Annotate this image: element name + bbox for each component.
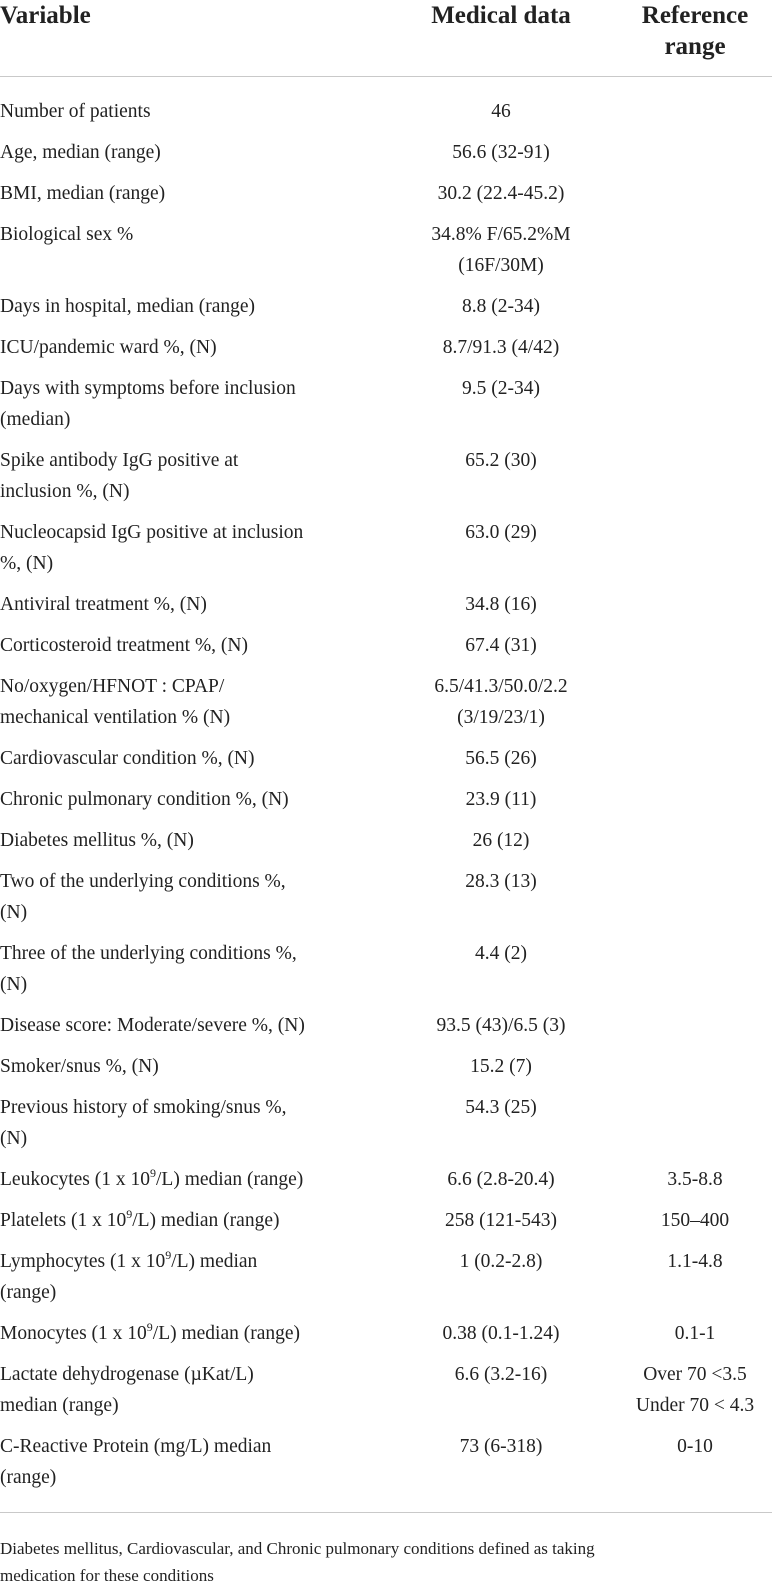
cell-line: Over 70 <3.5 — [643, 1364, 747, 1385]
cell-line: Cardiovascular condition %, (N) — [0, 748, 255, 769]
table-row — [0, 445, 772, 517]
reference-range-cell — [618, 1205, 772, 1246]
variable-cell — [0, 1359, 384, 1431]
table-row — [0, 178, 772, 219]
cell-line: Two of the underlying conditions %, — [0, 871, 286, 892]
medical-data-cell — [384, 938, 618, 1010]
exponent: 9 — [126, 1207, 133, 1221]
variable-cell — [0, 77, 384, 138]
cell-line: 0-10 — [677, 1436, 713, 1457]
table-row — [0, 1431, 772, 1513]
cell-line: Diabetes mellitus %, (N) — [0, 830, 194, 851]
cell-line: Monocytes (1 x $10^9/L$) median (range) — [0, 1320, 301, 1344]
reference-range-cell — [618, 291, 772, 332]
cell-line: 8.8 (2-34) — [462, 296, 540, 317]
reference-range-cell — [618, 1092, 772, 1164]
reference-range-cell — [618, 671, 772, 743]
cell-line: %, (N) — [0, 553, 54, 574]
cell-line: (N) — [0, 902, 28, 923]
cell-line: BMI, median (range) — [0, 183, 166, 204]
variable-cell — [0, 178, 384, 219]
medical-data-cell — [384, 77, 618, 138]
variable-cell — [0, 589, 384, 630]
table-row — [0, 1205, 772, 1246]
variable-cell — [0, 784, 384, 825]
variable-cell — [0, 219, 384, 291]
cell-line: Previous history of smoking/snus %, — [0, 1097, 287, 1118]
cell-line: 0.1-1 — [674, 1323, 716, 1344]
cell-line: Platelets (1 x $10^9/L$) median (range) — [0, 1207, 280, 1231]
variable-cell — [0, 1246, 384, 1318]
cell-line: Disease score: Moderate/severe %, (N) — [0, 1015, 305, 1036]
reference-range-cell — [618, 1246, 772, 1318]
variable-cell — [0, 1051, 384, 1092]
medical-data-cell — [384, 332, 618, 373]
table-row — [0, 1246, 772, 1318]
cell-line: (range) — [0, 1467, 57, 1488]
cell-line: 6.5/41.3/50.0/2.2 — [434, 676, 568, 697]
table-row — [0, 938, 772, 1010]
table-row — [0, 1164, 772, 1205]
cell-line: 6.6 (3.2-16) — [454, 1364, 548, 1385]
cell-line: No/oxygen/HFNOT : CPAP/ — [0, 676, 225, 697]
reference-range-cell — [618, 630, 772, 671]
cell-line: 65.2 (30) — [465, 450, 537, 471]
cell-line: mechanical ventilation % (N) — [0, 707, 231, 728]
cell-line: 23.9 (11) — [465, 789, 537, 810]
cell-line: (range) — [0, 1282, 57, 1303]
variable-cell — [0, 1164, 384, 1205]
cell-line: 1.1-4.8 — [667, 1251, 723, 1272]
medical-data-cell — [384, 1205, 618, 1246]
variable-cell — [0, 291, 384, 332]
variable-cell — [0, 517, 384, 589]
table-row — [0, 1051, 772, 1092]
reference-range-cell — [618, 373, 772, 445]
cell-line: 15.2 (7) — [470, 1056, 532, 1077]
header-medical-data: Medical data — [431, 2, 571, 29]
footnote-line: medication for these conditions — [0, 1566, 214, 1585]
reference-range-cell — [618, 866, 772, 938]
reference-range-cell — [618, 1318, 772, 1359]
table-row — [0, 866, 772, 938]
cell-line: 258 (121-543) — [444, 1210, 558, 1231]
medical-data-cell — [384, 1359, 618, 1431]
table-body — [0, 77, 772, 1513]
table-row — [0, 219, 772, 291]
medical-data-cell — [384, 291, 618, 332]
medical-data-cell — [384, 178, 618, 219]
cell-line: 67.4 (31) — [465, 635, 537, 656]
reference-range-cell — [618, 178, 772, 219]
table-row — [0, 291, 772, 332]
cell-line: (16F/30M) — [458, 255, 544, 276]
cell-line: 150–400 — [660, 1210, 730, 1231]
cell-line: Lactate dehydrogenase (µKat/L) — [0, 1364, 254, 1385]
variable-cell — [0, 671, 384, 743]
cell-line: Corticosteroid treatment %, (N) — [0, 635, 249, 656]
cell-line: (N) — [0, 1128, 28, 1149]
table-row — [0, 671, 772, 743]
header-reference-line: Reference — [641, 2, 749, 29]
medical-data-cell — [384, 743, 618, 784]
cell-line: (N) — [0, 974, 28, 995]
table-row — [0, 589, 772, 630]
cell-line: Nucleocapsid IgG positive at inclusion — [0, 522, 304, 543]
cell-line: Antiviral treatment %, (N) — [0, 594, 207, 615]
table-row — [0, 743, 772, 784]
cell-line: 8.7/91.3 (4/42) — [442, 337, 560, 358]
header-variable: Variable — [0, 2, 91, 29]
cell-line: Spike antibody IgG positive at — [0, 450, 239, 471]
cell-line: 6.6 (2.8-20.4) — [447, 1169, 555, 1190]
variable-cell — [0, 1205, 384, 1246]
table-row — [0, 1010, 772, 1051]
footnote-line: Diabetes mellitus, Cardiovascular, and Chronic pulmonary conditions defined as taking — [0, 1539, 595, 1558]
table-row — [0, 784, 772, 825]
variable-cell — [0, 332, 384, 373]
cell-line: 56.6 (32-91) — [452, 142, 550, 163]
medical-data-cell — [384, 219, 618, 291]
reference-range-cell — [618, 743, 772, 784]
cell-line: 28.3 (13) — [465, 871, 537, 892]
reference-range-cell — [618, 517, 772, 589]
variable-cell — [0, 743, 384, 784]
exponent: 9 — [146, 1320, 153, 1334]
medical-data-cell — [384, 1051, 618, 1092]
cell-line: Smoker/snus %, (N) — [0, 1056, 159, 1077]
cell-line: Under 70 < 4.3 — [635, 1395, 755, 1416]
medical-data-cell — [384, 1010, 618, 1051]
table-row — [0, 825, 772, 866]
reference-range-cell — [618, 784, 772, 825]
variable-cell — [0, 825, 384, 866]
cell-line: 54.3 (25) — [465, 1097, 537, 1118]
table-row — [0, 77, 772, 138]
table-footnote — [0, 1535, 770, 1589]
reference-range-cell — [618, 1431, 772, 1513]
cell-line: Days with symptoms before inclusion — [0, 378, 296, 399]
variable-cell — [0, 1010, 384, 1051]
cell-line: 46 — [491, 101, 511, 122]
medical-data-cell — [384, 517, 618, 589]
cell-line: Age, median (range) — [0, 142, 161, 163]
medical-data-cell — [384, 589, 618, 630]
variable-cell — [0, 938, 384, 1010]
cell-line: (median) — [0, 409, 71, 430]
medical-data-cell — [384, 866, 618, 938]
cell-line: inclusion %, (N) — [0, 481, 130, 502]
cell-line: 30.2 (22.4-45.2) — [437, 183, 565, 204]
reference-range-cell — [618, 1164, 772, 1205]
cell-line: 63.0 (29) — [465, 522, 537, 543]
variable-cell — [0, 137, 384, 178]
medical-data-cell — [384, 373, 618, 445]
reference-range-cell — [618, 77, 772, 138]
medical-data-cell — [384, 137, 618, 178]
variable-cell — [0, 1431, 384, 1513]
reference-range-cell — [618, 332, 772, 373]
header-row — [0, 0, 772, 77]
cell-line: Days in hospital, median (range) — [0, 296, 256, 317]
table-row — [0, 630, 772, 671]
cell-line: 34.8 (16) — [465, 594, 537, 615]
medical-data-cell — [384, 1431, 618, 1513]
table-row — [0, 1092, 772, 1164]
cell-line: 9.5 (2-34) — [462, 378, 540, 399]
medical-data-cell — [384, 1246, 618, 1318]
variable-cell — [0, 1318, 384, 1359]
variable-cell — [0, 1092, 384, 1164]
cell-line: 34.8% F/65.2%M — [431, 224, 571, 245]
table-row — [0, 137, 772, 178]
cell-line: (3/19/23/1) — [457, 707, 545, 728]
cell-line: 73 (6-318) — [459, 1436, 543, 1457]
medical-data-cell — [384, 630, 618, 671]
reference-range-cell — [618, 1010, 772, 1051]
cell-line: Number of patients — [0, 101, 151, 122]
reference-range-cell — [618, 589, 772, 630]
cell-line: Biological sex % — [0, 224, 134, 245]
reference-range-cell — [618, 938, 772, 1010]
cell-line: 1 (0.2-2.8) — [459, 1251, 543, 1272]
reference-range-cell — [618, 137, 772, 178]
reference-range-cell — [618, 219, 772, 291]
reference-range-cell — [618, 825, 772, 866]
cell-line: Chronic pulmonary condition %, (N) — [0, 789, 289, 810]
reference-range-cell — [618, 1359, 772, 1431]
reference-range-cell — [618, 445, 772, 517]
table-row — [0, 1318, 772, 1359]
header-reference-line: range — [664, 33, 726, 60]
reference-range-cell — [618, 1051, 772, 1092]
cell-line: Lymphocytes (1 x $10^9/L$) median — [0, 1248, 258, 1272]
table-row — [0, 332, 772, 373]
cell-line: ICU/pandemic ward %, (N) — [0, 337, 217, 358]
cell-line: median (range) — [0, 1395, 119, 1416]
variable-cell — [0, 373, 384, 445]
cell-line: 0.38 (0.1-1.24) — [442, 1323, 560, 1344]
cell-line: 93.5 (43)/6.5 (3) — [436, 1015, 566, 1036]
header-reference-range — [618, 0, 772, 77]
variable-cell — [0, 630, 384, 671]
table-row — [0, 1359, 772, 1431]
cell-line: 26 (12) — [472, 830, 530, 851]
medical-data-cell — [384, 671, 618, 743]
medical-data-cell — [384, 445, 618, 517]
medical-data-cell — [384, 1318, 618, 1359]
medical-data-cell — [384, 1092, 618, 1164]
medical-data-cell — [384, 825, 618, 866]
exponent: 9 — [150, 1166, 157, 1180]
cell-line: 3.5-8.8 — [667, 1169, 723, 1190]
cell-line: C-Reactive Protein (mg/L) median — [0, 1436, 272, 1457]
table-header — [0, 0, 772, 77]
variable-cell — [0, 866, 384, 938]
exponent: 9 — [165, 1248, 172, 1262]
medical-data-cell — [384, 1164, 618, 1205]
cell-line: Leukocytes (1 x $10^9/L$) median (range) — [0, 1166, 304, 1190]
cell-line: Three of the underlying conditions %, — [0, 943, 297, 964]
table-row — [0, 373, 772, 445]
cell-line: 4.4 (2) — [475, 943, 527, 964]
variable-cell — [0, 445, 384, 517]
medical-data-cell — [384, 784, 618, 825]
cell-line: 56.5 (26) — [465, 748, 537, 769]
table-row — [0, 517, 772, 589]
